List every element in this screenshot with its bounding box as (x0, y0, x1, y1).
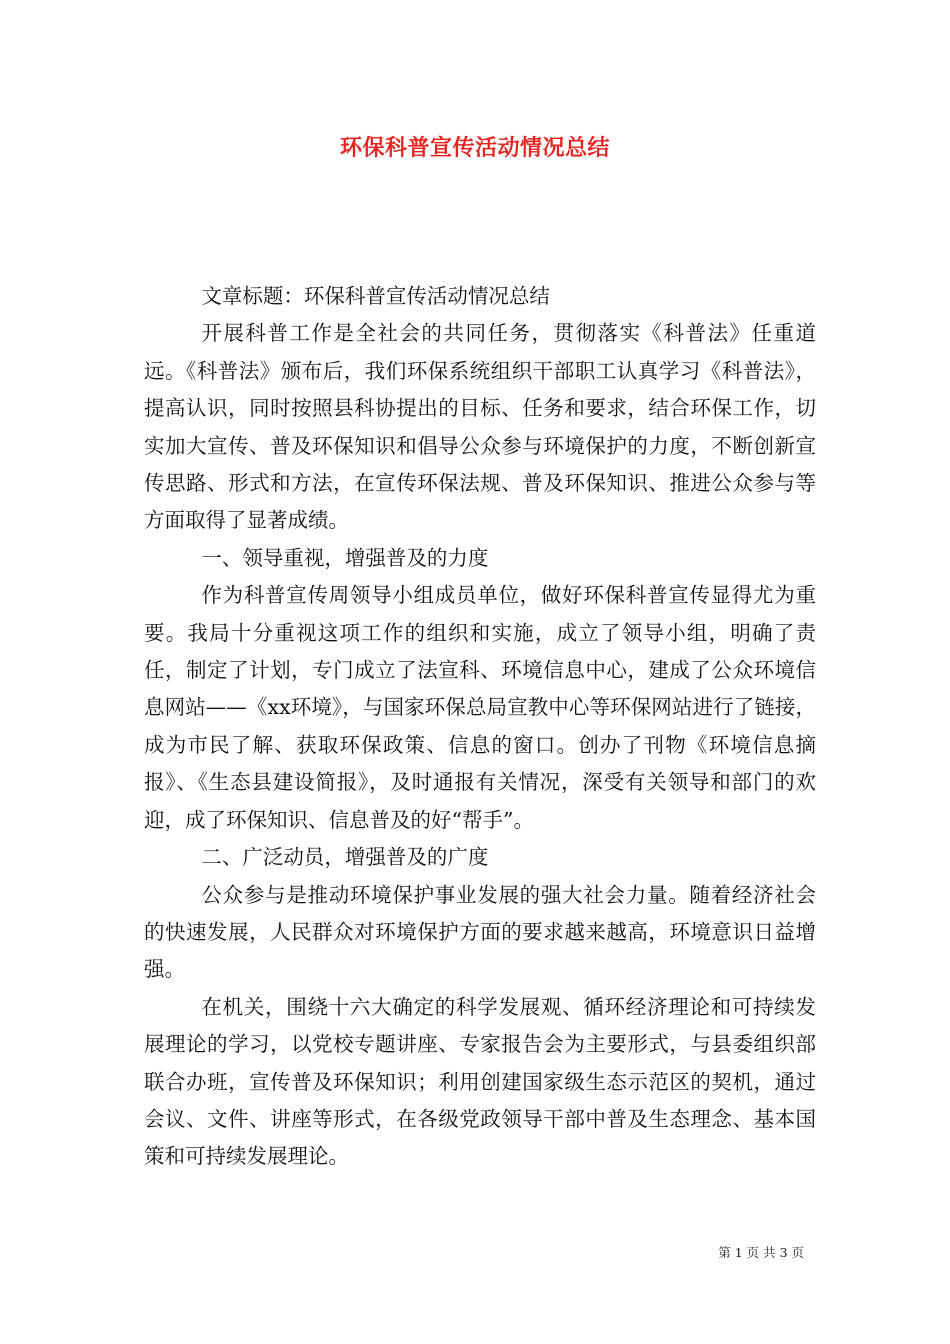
document-title: 环保科普宣传活动情况总结 (339, 135, 610, 161)
paragraph-intro: 开展科普工作是全社会的共同任务，贯彻落实《科普法》任重道远。《科普法》颁布后，我们环保系统组织干部职工认真学习《科普法》，提高认识，同时按照县科协提出的目标、任务和要求，结合环保工作，切实加大宣传、普及环保知识和倡导公众参与环境保护的力度，不断创新宣传思路、形式和方法，在宣传环保法规、普及环保知识、推进公众参与等方面取得了显著成绩。 (144, 321, 816, 533)
section-heading-2: 二、广泛动员，增强普及的广度 (201, 845, 489, 870)
section-heading-1: 一、领导重视，增强普及的力度 (201, 545, 489, 570)
document-body (144, 278, 816, 1176)
paragraph-section-1: 作为科普宣传周领导小组成员单位，做好环保科普宣传显得尤为重要。我局十分重视这项工作的组织和实施，成立了领导小组，明确了责任，制定了计划，专门成立了法宣科、环境信息中心，建成了公众环境信息网站——《xx环境》，与国家环保总局宣教中心等环保网站进行了链接，成为市民了解、获取环保政策、信息的窗口。创办了刊物《环境信息摘报》、《生态县建设简报》，及时通报有关情况，深受有关领导和部门的欢迎，成了环保知识、信息普及的好“帮手”。 (144, 583, 816, 832)
paragraph-article-heading: 文章标题：环保科普宣传活动情况总结 (201, 284, 550, 308)
paragraph-section-2b: 在机关，围绕十六大确定的科学发展观、循环经济理论和可持续发展理论的学习，以党校专题讲座、专家报告会为主要形式，与县委组织部联合办班，宣传普及环保知识；利用创建国家级生态示范区的契机，通过会议、文件、讲座等形式，在各级党政领导干部中普及生态理念、基本国策和可持续发展理论。 (144, 994, 816, 1169)
page-number: 第 1 页 共 3 页 (718, 1245, 804, 1260)
paragraph-section-2a: 公众参与是推动环境保护事业发展的强大社会力量。随着经济社会的快速发展，人民群众对环境保护方面的要求越来越高，环境意识日益增强。 (144, 882, 816, 982)
